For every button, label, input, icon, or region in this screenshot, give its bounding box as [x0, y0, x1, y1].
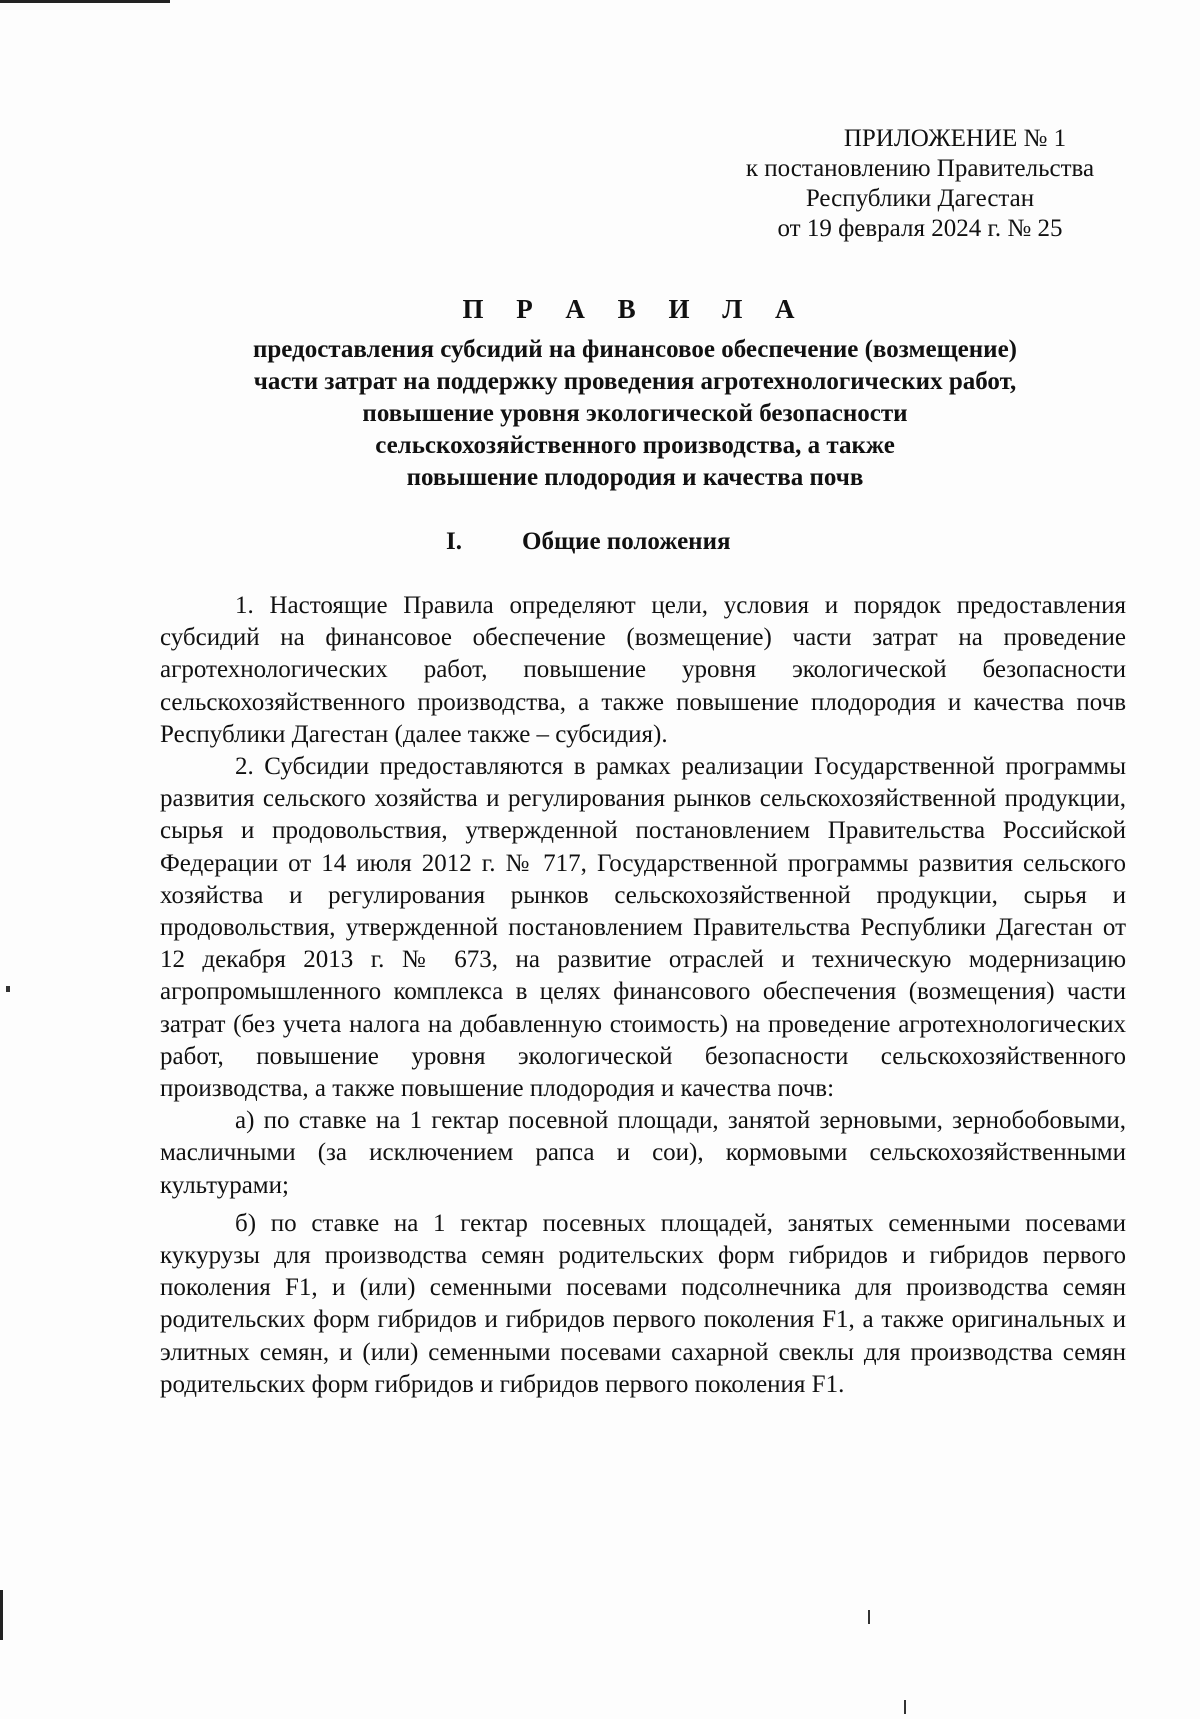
approval-block: [700, 124, 1140, 244]
paragraph-2b: б) по ставке на 1 гектар посевных площадей, занятых семенными посевами кукурузы для производства семян родительских форм гибридов и гибридов первого поколения F1, и (или) семенными посевами подсолнечника для производства семян родительских форм гибридов и гибридов первого поколения F1, а также оригинальных и элитных семян, и (или) семенными посевами сахарной свеклы для производства семян родительских форм гибридов и гибридов первого поколения F1.: [160, 1209, 1126, 1398]
paragraph-2: 2. Субсидии предоставляются в рамках реализации Государственной программы развития сельского хозяйства и регулирования рынков сельскохозяйственной продукции, сырья и продовольствия, утвержденной постановлением Правительства Российской Федерации от 14 июля 2012 г. № 717, Государственной программы развития сельского хозяйства и регулирования рынков сельскохозяйственной продукции, сырья и продовольствия, утвержденной постановлением Правительства Республики Дагестан от 12 декабря 2013 г. № 673, на развитие отраслей и техническую модернизацию агропромышленного комплекса в целях финансового обеспечения (возмещения) части затрат (без учета налога на добавленную стоимость) на проведение агротехнологических работ, повышение уровня экологической безопасности сельскохозяйственного производства, а также повышение плодородия и качества почв:: [160, 753, 1126, 1103]
document-subtitle-line: повышение плодородия и качества почв: [406, 464, 864, 491]
approval-line-republic: Республики Дагестан: [805, 185, 1035, 212]
approval-line-resolution: к постановлению Правительства: [745, 155, 1095, 182]
scan-edge-mark: [0, 1590, 3, 1640]
document-body: [160, 590, 1126, 1401]
approval-line-appendix: ПРИЛОЖЕНИЕ № 1: [843, 125, 1067, 152]
document-subtitle-line: повышение уровня экологической безопасности: [362, 400, 908, 427]
paragraph-2a: а) по ставке на 1 гектар посевной площади, занятой зерновыми, зернобобовыми, масличными (за исключением рапса и сои), кормовыми сельскохозяйственными культурами;: [160, 1107, 1126, 1199]
approval-line-date: от 19 февраля 2024 г. № 25: [777, 215, 1063, 242]
scan-speck: [904, 1700, 906, 1714]
scan-speck: [868, 1610, 870, 1624]
document-heading: [150, 292, 1120, 494]
scan-speck: [6, 986, 10, 992]
document-subtitle-line: предоставления субсидий на финансовое обеспечение (возмещение): [252, 336, 1018, 363]
section-title: Общие положения: [522, 528, 731, 555]
scan-edge-line: [0, 0, 170, 3]
document-subtitle-line: сельскохозяйственного производства, а также: [375, 432, 895, 459]
document-title: П Р А В И Л А: [462, 294, 808, 324]
paragraph-1: 1. Настоящие Правила определяют цели, условия и порядок предоставления субсидий на финансовое обеспечение (возмещение) части затрат на проведение агротехнологических работ, повышение уровня экологической безопасности сельскохозяйственного производства, а также повышение плодородия и качества почв Республики Дагестан (далее также – субсидия).: [160, 592, 1126, 748]
section-number: I.: [446, 528, 462, 555]
document-subtitle-line: части затрат на поддержку проведения агротехнологических работ,: [253, 368, 1017, 395]
